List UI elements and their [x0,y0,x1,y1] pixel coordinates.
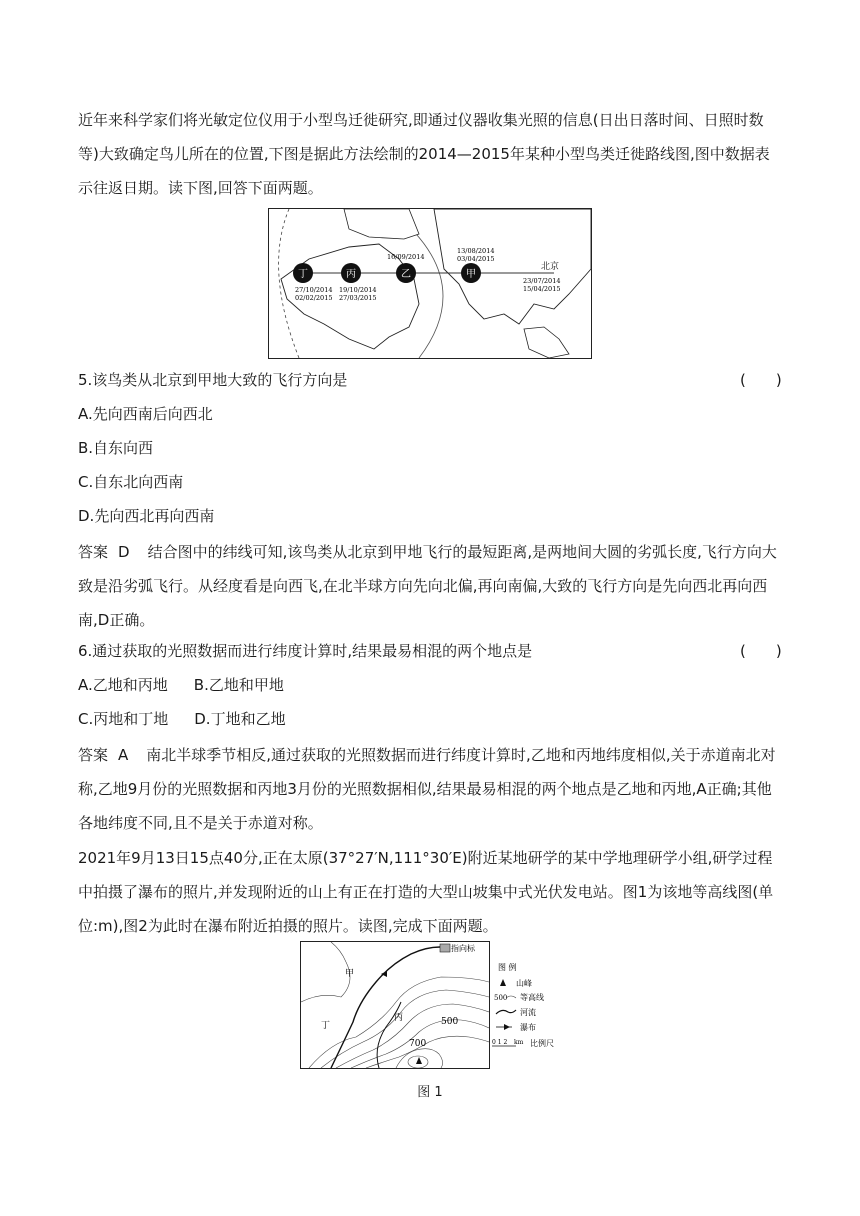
peak-marker [416,1057,422,1064]
river-tributary [377,1002,404,1068]
label-700: 700 [409,1039,427,1049]
q5-option-a: A.先向西南后向西北 [78,405,213,423]
beijing-label: 北京 [541,262,560,272]
q6-option-d: D.丁地和乙地 [194,710,286,728]
legend-contour: 等高线 [520,993,544,1002]
q6-options-row-1 [78,674,284,696]
q6-option-a: A.乙地和丙地 [78,676,168,694]
contour-legend-svg [492,960,582,1080]
jia-date-2: 03/04/2015 [457,255,495,263]
label-jia: 甲 [345,969,355,979]
migration-map-svg [269,209,591,358]
node-bing-label: 丙 [346,269,356,280]
scale-numbers: 0 1 2 [492,1039,508,1046]
legend-peak-icon [500,979,506,986]
pointer-label: 指向标 [451,944,475,953]
q6-answer-label: 答案 [78,746,109,764]
ding-date-1: 27/10/2014 [295,286,333,294]
figure-1-caption: 图 1 [417,1085,443,1100]
node-jia-label: 甲 [466,269,476,280]
q6-options-row-2 [78,708,286,730]
contour-map-svg [301,942,489,1068]
q5-answer-key: D [118,543,130,561]
q6-answer-bracket: ( ) [740,642,782,660]
node-ding-label: 丁 [298,269,308,280]
q6-answer-key: A [118,746,129,764]
jia-date-1: 13/08/2014 [457,247,495,255]
legend-title: 图 例 [498,963,517,972]
legend-contour-num: 500 [494,994,508,1002]
ding-date-2: 02/02/2015 [295,294,333,302]
legend-peak: 山峰 [516,979,532,988]
legend-waterfall-icon [504,1024,510,1030]
q6-answer [78,738,782,840]
legend-river: 河流 [520,1008,536,1017]
q5-answer-bracket: ( ) [740,371,782,389]
pointer-box [440,944,450,952]
label-ding: 丁 [321,1021,331,1031]
legend-waterfall: 瀑布 [520,1023,536,1032]
q5-option-b: B.自东向西 [78,439,154,457]
legend-river-icon [496,1010,516,1014]
yi-date-1: 16/09/2014 [387,253,425,261]
scale-unit: km [514,1039,524,1046]
asia-landmass [434,209,591,324]
q6-answer-text: 南北半球季节相反,通过获取的光照数据而进行纬度计算时,乙地和丙地纬度相似,关于赤道南北对称,乙地9月份的光照数据和丙地3月份的光照数据相似,结果最易相混的两个地点是乙地和丙地,A正确;其他各地纬度不同,且不是关于赤道对称。 [78,746,776,832]
q5-answer-text: 结合图中的纬线可知,该鸟类从北京到甲地飞行的最短距离,是两地间大圆的劣弧长度,飞行方向大致是沿劣弧飞行。从经度看是向西飞,在北半球方向先向北偏,再向南偏,大致的飞行方向是先向西北再向西南,D正确。 [78,543,777,629]
bing-date-1: 19/10/2014 [339,286,377,294]
q5-option-c: C.自东北向西南 [78,473,184,491]
intro-paragraph-2: 2021年9月13日15点40分,正在太原(37°27′N,111°30′E)附近某地研学的某中学地理研学小组,研学过程中拍摄了瀑布的照片,并发现附近的山上有正在打造的大型山坡集中式光伏发电站。图1为该地等高线图(单位:m),图2为此时在瀑布附近拍摄的照片。读图,完成下面两题。 [78,849,774,935]
q6-option-b: B.乙地和甲地 [193,676,284,694]
q6-stem: 6.通过获取的光照数据而进行纬度计算时,结果最易相混的两个地点是 [78,642,533,660]
q5-option-d: D.先向西北再向西南 [78,507,215,525]
q5-answer [78,535,782,637]
contour-legend [492,960,582,1080]
migration-map [268,208,592,359]
legend-contour-icon [506,996,516,998]
intro-paragraph-1: 近年来科学家们将光敏定位仪用于小型鸟迁徙研究,即通过仪器收集光照的信息(日出日落时间、日照时数等)大致确定鸟儿所在的位置,下图是据此方法绘制的2014—2015年某种小型鸟类迁徙路线图,图中数据表示往返日期。读下图,回答下面两题。 [78,111,770,197]
scale-label: 比例尺 [530,1039,554,1048]
beijing-date-1: 23/07/2014 [523,277,561,285]
beijing-date-2: 15/04/2015 [523,285,561,293]
q5-stem: 5.该鸟类从北京到甲地大致的飞行方向是 [78,371,348,389]
q5-answer-label: 答案 [78,543,109,561]
label-500: 500 [441,1017,459,1027]
contour-map [300,941,490,1069]
label-bing: 丙 [394,1013,404,1023]
q6-option-c: C.丙地和丁地 [78,710,169,728]
node-yi-label: 乙 [401,269,411,280]
bing-date-2: 27/03/2015 [339,294,377,302]
